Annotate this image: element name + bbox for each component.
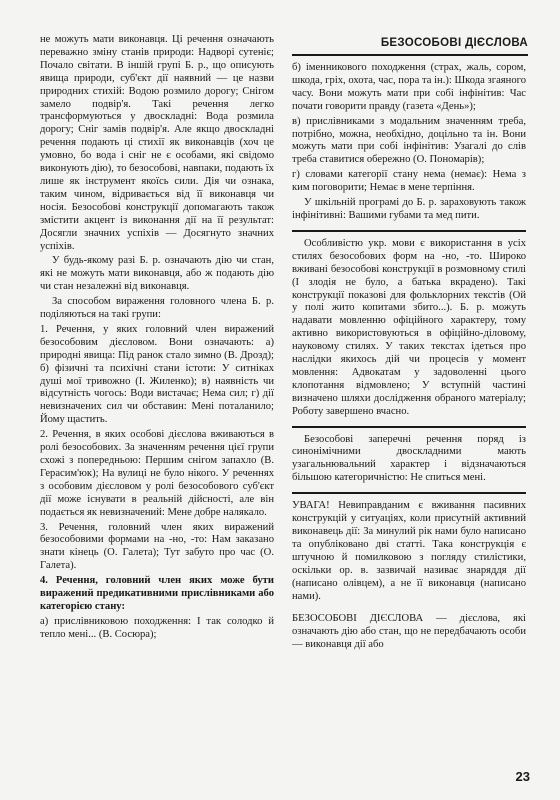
list-item: б) іменникового походження (страх, жаль, сором, шкода, гріх, охота, час, пора та ін.): Шкода згаяного часу. Вони можуть мати при собі інфінітив: Час почати говорити правду (газета «День»); [292,62,526,112]
paragraph: За способом вираження головного члена Б. р. поділяються на такі групи: [40,296,274,321]
list-item: а) прислівниковою походження: І так солодко й тепло мені... (В. Сосюра); [40,615,274,640]
notice-paragraph: УВАГА! Невиправданим є вживання пасивних конструкцій у ситуаціях, коли присутній активний виконавець дії: За минулий рік нами було написано та опубліковано дві статті. Така конструкція є штучною й помилковою з погляду стилістики, оскільки ор. в. зазвичай називає знаряддя дії (написано олівцем), а не її виконавця (написано нами). [292,500,526,602]
page-number: 23 [515,769,530,784]
paragraph: Особливістю укр. мови є використання в усіх стилях безособових форм на -но, -то. Широко вживані безособові конструкції в розмовному стилі (І злодія не було, а батька вкрадено). Такі конструкції показові для фольклорних текстів (Ой у полі жито копитами збито...). Б. р. можуть надавати мовленню офіційного характеру, тому активно використовуються в офіційно-діловому, науковому стилях. У таких текстах ідеться про наслідки якихось дій чи процесів у момент мовлення: Адвокатам у задоволенні цього клопотання відмовлено; У вступній частині визначено шляхи дослідження обраного матеріалу; Роботу завершено вчасно. [292,237,526,417]
dictionary-entry: БЕЗОСОБОВІ ДІЄСЛОВА — дієслова, які означають дію або стан, що не передбачають особи — виконавця дії або [292,613,526,651]
paragraph: не можуть мати виконавця. Ці речення означають переважно зміну станів природи: Надворі сутеніє; Почало світати. В іншій групі Б. р., що описують явища природи, суб'єкт дії наявний — це назви природних стихій: Водою розмило дорогу; Снігом замело подвір'я. Такі речення легко трансформуються у двоскладні: Вода розмила дорогу; Сніг замів подвір'я. Але якщо двоскладні речення подають ці стихії як виконавців (хоч це умовно, бо вода і сніг не є особами, які свідомо виконують дію), то безособові, навпаки, подають їх лише як інструмент якоїсь сили. Дія чи ознака, таким чином, відривається від її виконавця чи носія. Безособові конструкції допомагають також змістити акцент із виконання дії на її результат: Досягли значних успіхів — Досягнуто значних успіхів. [40,34,274,252]
divider [292,492,526,494]
list-item: 4. Речення, головний член яких може бути виражений предикативними прислівниками або категорією стану: [40,575,274,612]
list-item: в) прислівниками з модальним значенням треба, потрібно, можна, необхідно, доцільно та ін. Вони можуть мати при собі інфінітив: Узагалі до слів треба ставитися обережно (О. Пономарів); [292,115,526,166]
list-item: 1. Речення, у яких головний член виражений безособовим дієсловом. Вони означають: а) природні явища: Під ранок стало зимно (В. Дрозд); б) фізичні та психічні стани істоти: У ситніках душі мої тривожно (І. Жиленко); в) наявність чи відсутність чогось: Води вистачає; Нема сил; г) дії невизначених сил чи обставин: Мені поталанило; Йому щастить. [40,323,274,426]
list-item: 3. Речення, головний член яких виражений безособовими формами на -но, -то: Нам заказано знати кінець (О. Галета); Тут забуто про час (О. Галета). [40,521,274,572]
divider [292,230,526,232]
list-item: 2. Речення, в яких особові дієслова вживаються в ролі безособових. За значенням речення цієї групи схожі з попередньою: Першим снігом запахло (В. Герасим'юк); На вулиці не було нікого. У реченнях з особовим дієсловом у ролі безособового суб'єкт дії може існувати в реальній дійсності, але він подається як невизначений: Мене добре налякало. [40,429,274,518]
paragraph: У будь-якому разі Б. р. означають дію чи стан, які не можуть мати виконавця, або ж подають дію чи стан незалежні від виконавця. [40,255,274,293]
list-item: г) словами категорії стану нема (немає): Нема з ким поговорити; Немає в мене терпіння. [292,169,526,194]
paragraph: У шкільній програмі до Б. р. зараховують також інфінітивні: Вашими губами та мед пити. [292,197,526,221]
right-column [292,62,526,654]
section-header: БЕЗОСОБОВІ ДІЄСЛОВА [292,34,528,56]
left-column [40,34,274,644]
divider [292,426,526,428]
paragraph: Безособові заперечні речення поряд із синонімічними двоскладними мають узагальнювальний характер і відзначаються більшою категоричністю: Не спиться мені. [292,433,526,484]
